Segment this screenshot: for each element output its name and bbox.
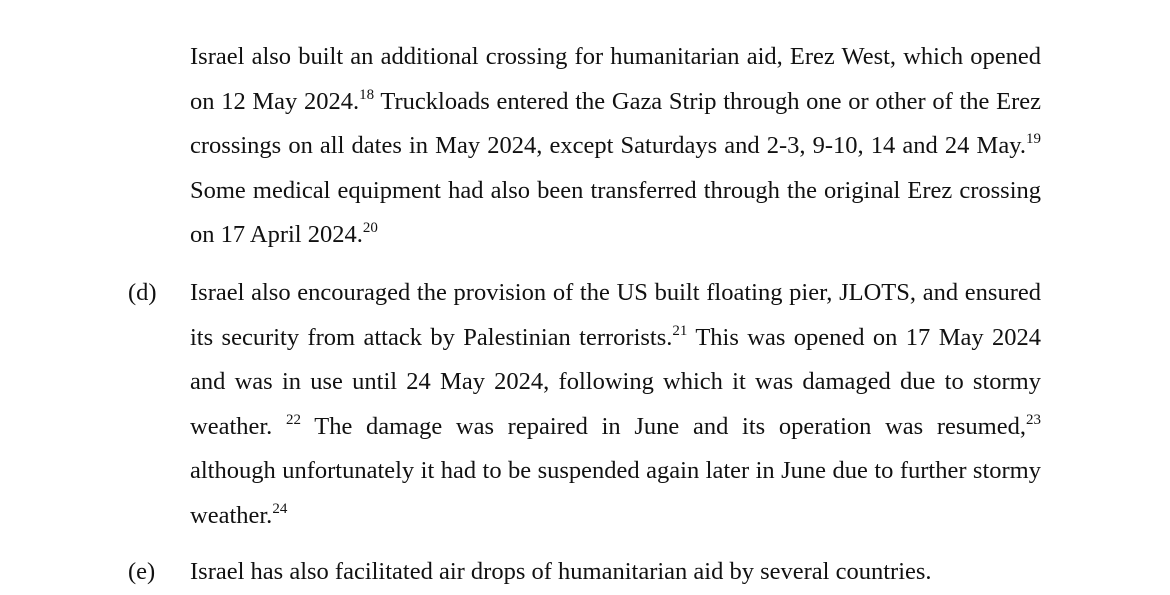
paragraph-text: Truckloads entered the Gaza Strip through one or other of the Erez crossings on all dates in May 2024, except Saturdays and 2-3, 9-10, 14 and 24 May. [190, 87, 1041, 159]
footnote-ref-23[interactable]: 23 [1026, 411, 1041, 428]
paragraph-text: This was opened on 17 May 2024 and was in use until 24 May 2024, following which it was damaged due to stormy weather. [190, 323, 1041, 440]
paragraph-floating-pier [190, 271, 1041, 538]
paragraph-text: Israel also encouraged the provision of the US built floating pier, JLOTS, and ensured its security from attack by Palestinian terrorists. [190, 279, 1041, 351]
paragraph-text: Some medical equipment had also been transferred through the original Erez crossing on 17 April 2024. [190, 176, 1041, 248]
paragraph-text: although unfortunately it had to be suspended again later in June due to further stormy weather. [190, 457, 1041, 529]
footnote-ref-24[interactable]: 24 [272, 500, 288, 517]
paragraph-text: The damage was repaired in June and its operation was resumed, [301, 412, 1026, 440]
list-marker-d: (d) [128, 279, 157, 306]
list-marker-e: (e) [128, 558, 156, 585]
paragraph-text: Israel also built an additional crossing for humanitarian aid, Erez West, which opened on 12 May 2024. [190, 43, 1041, 115]
footnote-ref-18[interactable]: 18 [359, 86, 375, 103]
paragraph-air-drops: Israel has also facilitated air drops of humanitarian aid by several countries. [190, 558, 932, 585]
footnote-ref-20[interactable]: 20 [362, 220, 378, 236]
footnote-ref-21[interactable]: 21 [672, 322, 688, 339]
footnote-ref-19[interactable]: 19 [1026, 131, 1041, 147]
paragraph-erez-west [190, 35, 1041, 258]
footnote-ref-22[interactable]: 22 [286, 411, 301, 428]
